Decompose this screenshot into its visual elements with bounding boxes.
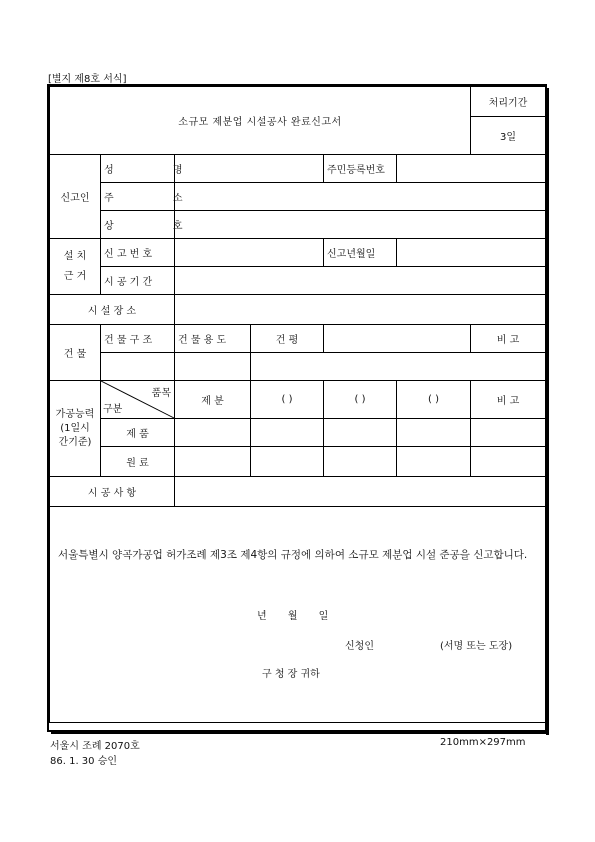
report-number-label: 신 고 번 호 — [101, 239, 175, 267]
address-label: 주 소 — [101, 183, 175, 211]
capacity-row-product: 제 품 — [101, 419, 175, 447]
product-flour-field[interactable] — [175, 419, 251, 447]
declaration-text: 서울특별시 양곡가공업 허가조례 제3조 제4항의 규정에 의하여 소규모 제분업 시설 준공을 신고합니다. — [58, 549, 528, 561]
item-division-header — [101, 381, 175, 419]
capacity-col-blank-1: ( ) — [251, 381, 324, 419]
date-line: 년 월 일 — [257, 611, 329, 622]
building-remarks-label: 비 고 — [471, 325, 546, 353]
addressee: 구 청 장 귀하 — [262, 669, 320, 680]
product-blank-2-field[interactable] — [324, 419, 397, 447]
construction-period-field[interactable] — [175, 267, 546, 295]
construction-details-label: 시 공 사 항 — [50, 477, 175, 507]
construction-details-field[interactable] — [175, 477, 546, 507]
building-structure-label: 건 물 구 조 — [101, 325, 175, 353]
material-blank-1-field[interactable] — [251, 447, 324, 477]
address-field[interactable] — [175, 183, 546, 211]
resident-number-label: 주민등록번호 — [324, 155, 397, 183]
building-group-label: 건 물 — [50, 325, 101, 381]
capacity-group-label: 가공능력 (1일시 간기준) — [50, 381, 101, 477]
construction-period-label: 시 공 기 간 — [101, 267, 175, 295]
product-blank-1-field[interactable] — [251, 419, 324, 447]
capacity-col-blank-3: ( ) — [397, 381, 471, 419]
approval-date: 86. 1. 30 승인 — [50, 756, 118, 767]
applicant-group-label: 신고인 — [50, 155, 101, 239]
material-flour-field[interactable] — [175, 447, 251, 477]
division-label: 구분 — [103, 404, 123, 415]
item-label: 품목 — [151, 388, 171, 399]
declaration-block — [50, 507, 546, 723]
building-use-label: 건 물 용 도 — [175, 325, 251, 353]
capacity-col-flour: 제 분 — [175, 381, 251, 419]
facility-location-field[interactable] — [175, 295, 546, 325]
report-form-table — [49, 86, 546, 723]
product-remarks-field[interactable] — [471, 419, 546, 447]
form-title: 소규모 제분업 시설공사 완료신고서 — [50, 87, 471, 155]
material-remarks-field[interactable] — [471, 447, 546, 477]
trade-name-label: 상 호 — [101, 211, 175, 239]
building-area-field[interactable] — [324, 325, 471, 353]
installation-basis-group-label: 설 치 근 거 — [50, 239, 101, 295]
report-date-label: 신고년월일 — [324, 239, 397, 267]
form-number-label: [별지 제8호 서식] — [48, 74, 127, 85]
building-structure-field[interactable] — [101, 353, 175, 381]
ordinance-number: 서울시 조례 2070호 — [50, 741, 140, 752]
trade-name-field[interactable] — [175, 211, 546, 239]
sign-or-seal-note: (서명 또는 도장) — [440, 641, 513, 652]
product-blank-3-field[interactable] — [397, 419, 471, 447]
material-blank-2-field[interactable] — [324, 447, 397, 477]
building-area-label: 건 평 — [251, 325, 324, 353]
applicant-sign-label: 신청인 — [345, 641, 374, 652]
processing-period-value: 3일 — [471, 117, 546, 155]
facility-location-label: 시 설 장 소 — [50, 295, 175, 325]
resident-number-field[interactable] — [397, 155, 546, 183]
report-date-field[interactable] — [397, 239, 546, 267]
material-blank-3-field[interactable] — [397, 447, 471, 477]
building-use-field[interactable] — [175, 353, 251, 381]
capacity-col-blank-2: ( ) — [324, 381, 397, 419]
capacity-col-remarks: 비 고 — [471, 381, 546, 419]
name-label: 성 명 — [101, 155, 175, 183]
report-number-field[interactable] — [175, 239, 324, 267]
capacity-row-raw-material: 원 료 — [101, 447, 175, 477]
paper-size: 210mm×297mm — [440, 737, 526, 748]
processing-period-label: 처리기간 — [471, 87, 546, 117]
building-details-field[interactable] — [251, 353, 546, 381]
